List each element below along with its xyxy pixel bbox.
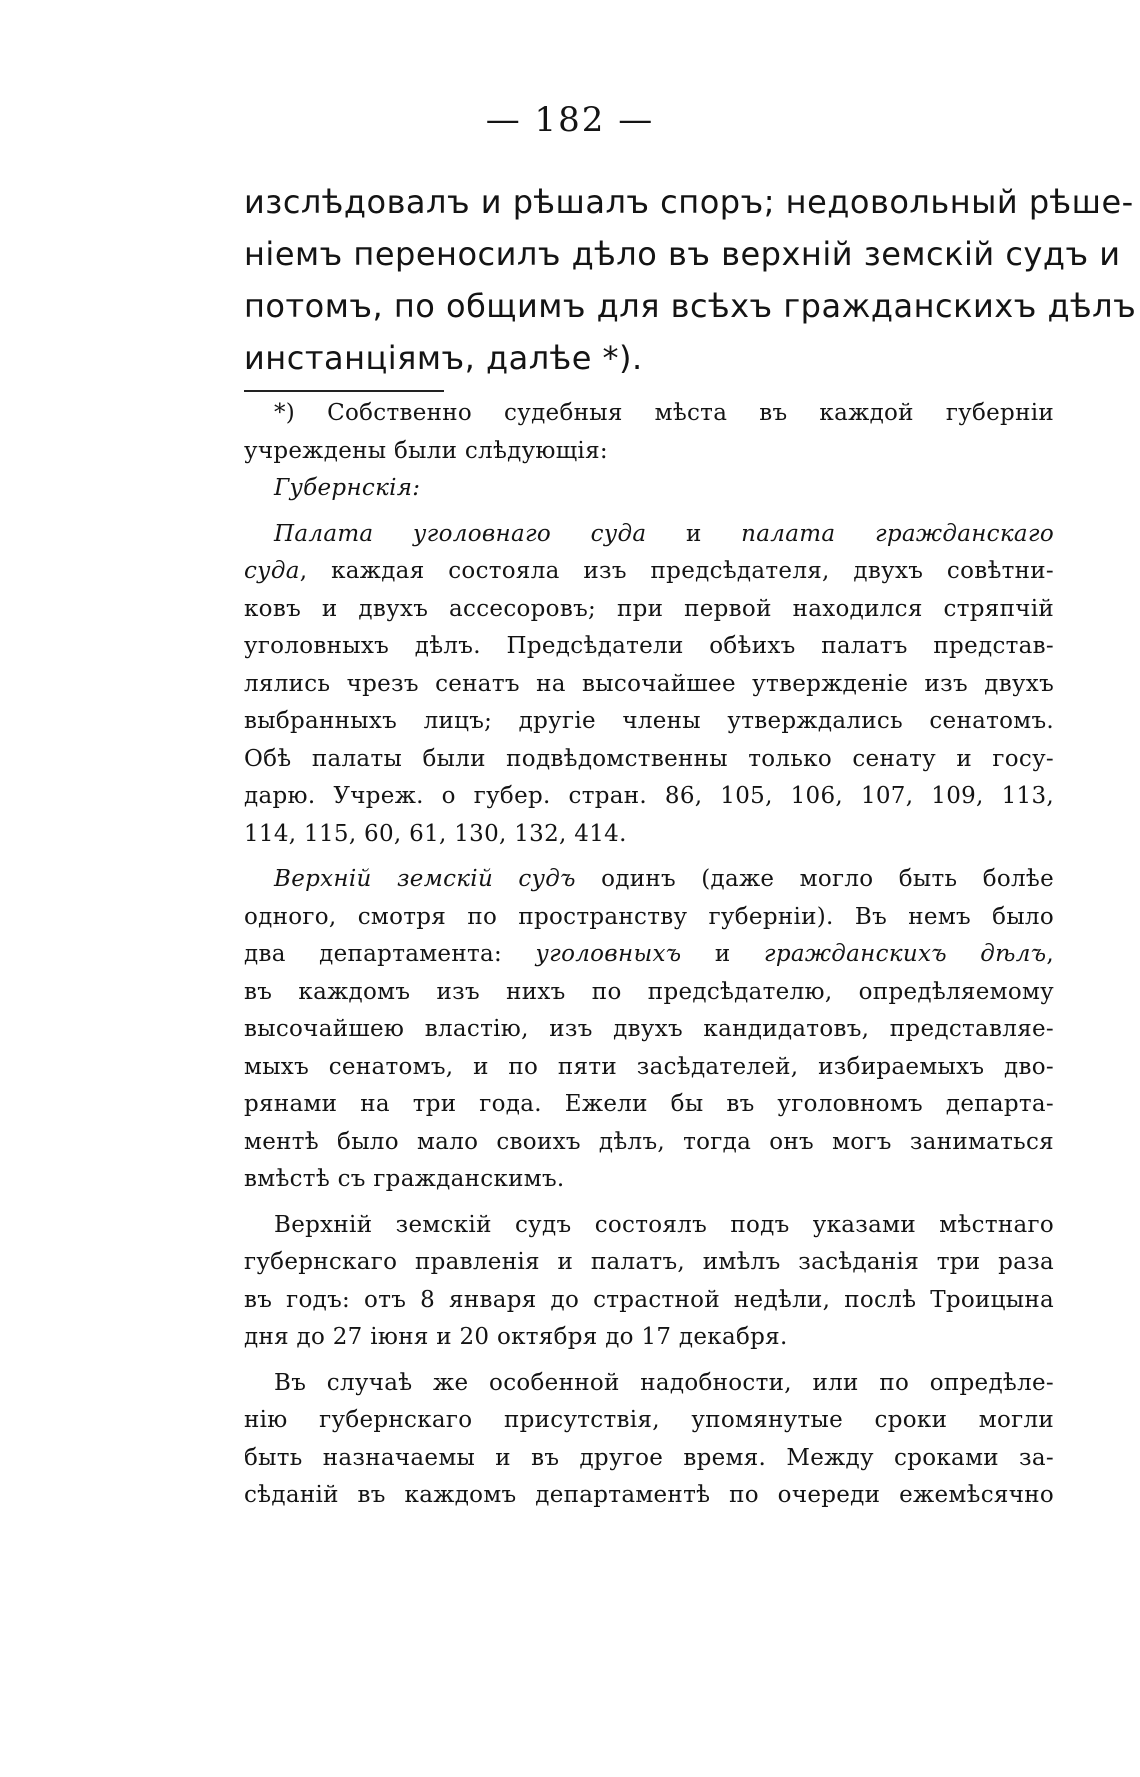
footnote-line: губернскаго правленія и палатъ, имѣлъ засѣданія три раза: [244, 1249, 1054, 1275]
main-line: инстанціямъ, далѣе *).: [244, 339, 643, 377]
footnote-line: дня до 27 іюня и 20 октября до 17 декабря.: [244, 1324, 788, 1350]
main-line: ніемъ переносилъ дѣло въ верхній земскій судъ и: [244, 235, 1121, 273]
footnote-line: одного, смотря по пространству губерніи). Въ немъ было: [244, 903, 1054, 930]
footnote-line: Палата уголовнаго суда и палата гражданскаго: [274, 520, 1054, 547]
footnote-line: суда, каждая состояла изъ предсѣдателя, двухъ совѣтни-: [244, 558, 1054, 584]
footnote-line: Въ случаѣ же особенной надобности, или по опредѣле-: [274, 1369, 1054, 1396]
footnote-line: 114, 115, 60, 61, 130, 132, 414.: [244, 820, 627, 847]
footnote-line: два департамента: уголовныхъ и гражданскихъ дѣлъ,: [244, 941, 1054, 967]
footnote-line: лялись чрезъ сенатъ на высочайшее утвержденіе изъ двухъ: [244, 670, 1054, 697]
footnote-line: ментѣ было мало своихъ дѣлъ, тогда онъ могъ заниматься: [244, 1128, 1054, 1155]
footnote-line: вмѣстѣ съ гражданскимъ.: [244, 1166, 565, 1192]
main-paragraph: [244, 176, 1137, 384]
footnote-line: выбранныхъ лицъ; другіе члены утверждались сенатомъ.: [244, 708, 1054, 734]
footnote-line: рянами на три года. Ежели бы въ уголовномъ департа-: [244, 1091, 1054, 1117]
footnote-line: Обѣ палаты были подвѣдомственны только сенату и госу-: [244, 745, 1054, 772]
footnote-line: сѣданій въ каждомъ департаментѣ по очереди ежемѣсячно: [244, 1482, 1054, 1508]
footnote-heading: Губернскія:: [274, 475, 421, 501]
term-upper-land-court: Верхній земскій судъ: [274, 866, 576, 892]
footnote-intro-line: *) Собственно судебныя мѣста въ каждой губерніи: [274, 400, 1054, 426]
footnote-line: въ годъ: отъ 8 января до страстной недѣли, послѣ Троицына: [244, 1286, 1054, 1313]
footnote-line: въ каждомъ изъ нихъ по предсѣдателю, опредѣляемому: [244, 978, 1054, 1005]
term-criminal-chamber: Палата уголовнаго суда: [274, 520, 647, 547]
footnote: [244, 395, 1054, 1515]
footnote-line: быть назначаемы и въ другое время. Между сроками за-: [244, 1444, 1054, 1471]
main-line: потомъ, по общимъ для всѣхъ гражданскихъ дѣлъ: [244, 287, 1137, 325]
footnote-line: мыхъ сенатомъ, и по пяти засѣдателей, избираемыхъ дво-: [244, 1053, 1054, 1080]
term-civil-chamber: палата гражданскаго: [741, 520, 1054, 547]
main-line: изслѣдовалъ и рѣшалъ споръ; недовольный рѣше-: [244, 183, 1134, 221]
page-number: — 182 —: [485, 100, 655, 140]
footnote-line: Верхній земскій судъ одинъ (даже могло быть болѣе: [274, 866, 1054, 892]
footnote-line: Верхній земскій судъ состоялъ подъ указами мѣстнаго: [274, 1211, 1054, 1238]
footnote-line: дарю. Учреж. о губер. стран. 86, 105, 106, 107, 109, 113,: [244, 783, 1054, 809]
footnote-line: уголовныхъ дѣлъ. Предсѣдатели обѣихъ палатъ представ-: [244, 633, 1054, 659]
footnote-line: нію губернскаго присутствія, упомянутые сроки могли: [244, 1407, 1054, 1433]
footnote-intro-line: учреждены были слѣдующія:: [244, 437, 608, 464]
footnote-line: высочайшею властію, изъ двухъ кандидатовъ, представляе-: [244, 1016, 1054, 1042]
footnote-line: ковъ и двухъ ассесоровъ; при первой находился стряпчій: [244, 595, 1054, 622]
footnote-divider: [244, 390, 444, 392]
